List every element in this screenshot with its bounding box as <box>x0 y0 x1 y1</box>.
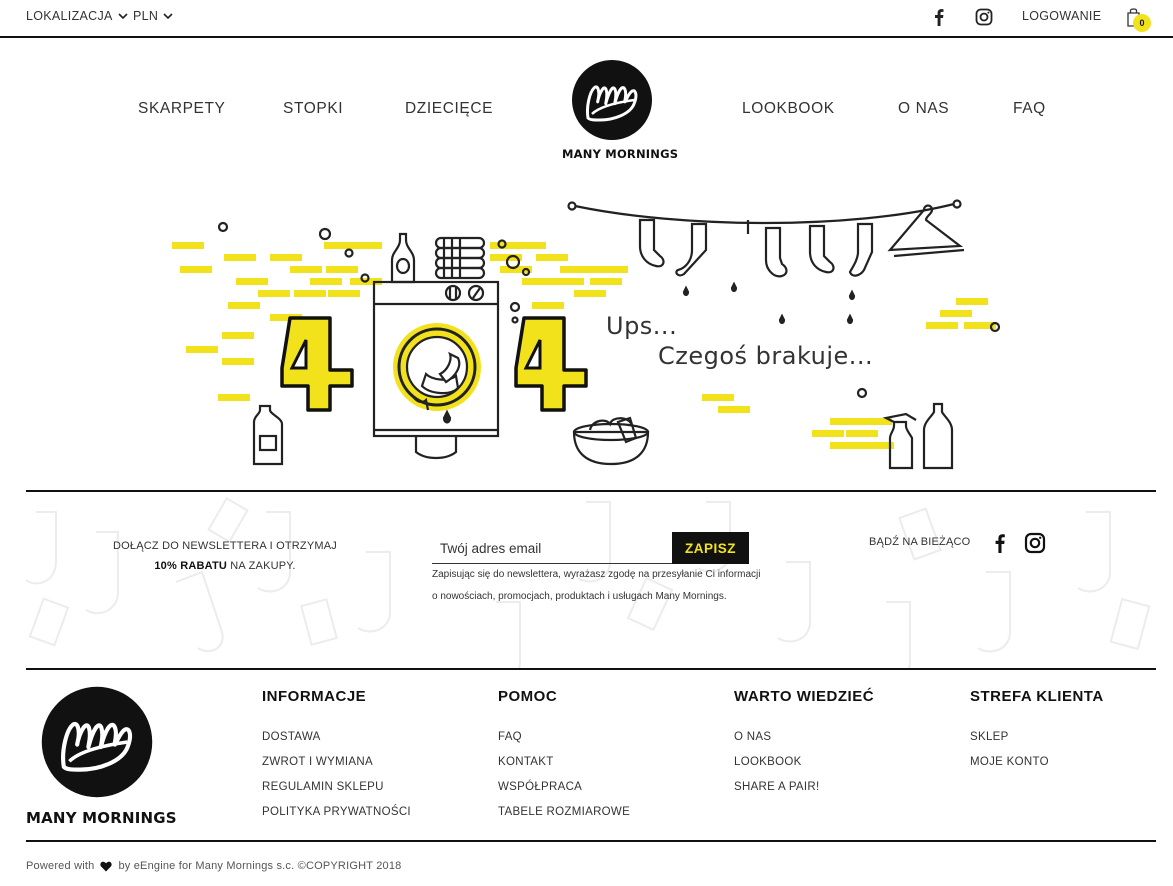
localization-dropdown[interactable] <box>26 9 129 23</box>
powered-by-text <box>26 860 401 872</box>
footer-brand-logo[interactable] <box>26 684 177 827</box>
footer-column-strefa-klienta <box>970 688 1104 775</box>
footer-link-share-a-pair[interactable]: SHARE A PAIR! <box>734 781 820 793</box>
nav-link-skarpety[interactable]: SKARPETY <box>138 100 226 117</box>
nav-link-faq[interactable]: FAQ <box>1013 100 1046 117</box>
newsletter-submit-button[interactable]: ZAPISZ <box>672 532 749 564</box>
washing-machine <box>374 234 498 458</box>
powered-prefix: Powered with <box>26 860 95 872</box>
nav-link-stopki[interactable]: STOPKI <box>283 100 344 117</box>
newsletter-promo-text <box>110 536 340 576</box>
footer-link-kontakt[interactable]: KONTAKT <box>498 756 554 768</box>
footer-link-polityka[interactable]: POLITYKA PRYWATNOŚCI <box>262 806 411 818</box>
footer-link-tabele[interactable]: TABELE ROZMIAROWE <box>498 806 631 818</box>
social-follow-label: BĄDŹ NA BIEŻĄCO <box>869 536 971 548</box>
clothesline <box>569 201 965 324</box>
logo-emblem-icon <box>39 684 155 800</box>
logo-emblem-icon <box>570 58 654 142</box>
instagram-icon[interactable] <box>974 7 994 27</box>
newsletter-consent-text: Zapisując się do newslettera, wyrażasz zgodę na przesyłanie Ci informacji o nowościach, promocjach, produktach i usługach Many Mornings. <box>432 569 761 602</box>
localization-label: LOKALIZACJA <box>26 9 113 23</box>
login-label: LOGOWANIE <box>1022 9 1102 23</box>
nav-link-o-nas[interactable]: O NAS <box>898 100 950 117</box>
error-heading-ups: Ups... <box>606 312 678 340</box>
login-link[interactable] <box>1022 9 1101 23</box>
currency-label: PLN <box>133 9 159 23</box>
footer-column-title: WARTO WIEDZIEĆ <box>734 688 875 705</box>
footer-link-regulamin[interactable]: REGULAMIN SKLEPU <box>262 781 384 793</box>
facebook-icon[interactable] <box>929 7 949 27</box>
error-heading-missing: Czegoś brakuje... <box>658 342 874 370</box>
brand-logo[interactable] <box>562 58 679 162</box>
newsletter-promo-line1: DOŁĄCZ DO NEWSLETTERA I OTRZYMAJ <box>113 540 337 552</box>
footer-column-pomoc <box>498 688 630 825</box>
footer-link-lookbook[interactable]: LOOKBOOK <box>734 756 802 768</box>
footer-link-wspolpraca[interactable]: WSPÓŁPRACA <box>498 781 583 793</box>
footer-column-title: INFORMACJE <box>262 688 367 705</box>
footer-link-faq[interactable]: FAQ <box>498 731 522 743</box>
newsletter-email-input[interactable] <box>432 534 672 564</box>
newsletter-discount: 10% RABATU <box>154 560 228 572</box>
currency-dropdown[interactable] <box>133 9 174 23</box>
nav-link-lookbook[interactable]: LOOKBOOK <box>742 100 835 117</box>
footer-column-title: POMOC <box>498 688 558 705</box>
footer-brand-name: MANY MORNINGS <box>26 809 177 827</box>
detergent-bottle-icon <box>254 406 282 464</box>
top-bar <box>0 0 1173 38</box>
footer-divider <box>26 840 1156 842</box>
spray-bottle-icon <box>886 404 952 468</box>
powered-suffix: by eEngine for Many Mornings s.c. ©COPYRIGHT 2018 <box>118 860 402 872</box>
cart-count-badge: 0 <box>1133 14 1151 32</box>
footer-column-title: STREFA KLIENTA <box>970 688 1104 705</box>
newsletter-promo-line2: NA ZAKUPY. <box>227 560 296 572</box>
digit-four-right <box>516 318 586 410</box>
digit-four-left <box>282 318 352 410</box>
laundry-basket-icon <box>574 418 648 464</box>
nav-link-dzieciece[interactable]: DZIECIĘCE <box>405 100 494 117</box>
error-404-illustration <box>160 190 1020 480</box>
chevron-down-icon <box>162 10 174 22</box>
heart-icon <box>100 861 112 872</box>
footer-column-informacje <box>262 688 411 825</box>
instagram-icon[interactable] <box>1024 532 1046 554</box>
footer-link-dostawa[interactable]: DOSTAWA <box>262 731 321 743</box>
footer-link-moje-konto[interactable]: MOJE KONTO <box>970 756 1049 768</box>
footer-link-sklep[interactable]: SKLEP <box>970 731 1009 743</box>
footer-link-o-nas[interactable]: O NAS <box>734 731 772 743</box>
facebook-icon[interactable] <box>990 532 1010 554</box>
brand-name: MANY MORNINGS <box>562 147 679 161</box>
newsletter-section <box>26 490 1156 670</box>
footer-link-zwrot[interactable]: ZWROT I WYMIANA <box>262 756 373 768</box>
footer-column-warto-wiedziec <box>734 688 874 800</box>
chevron-down-icon <box>117 10 129 22</box>
